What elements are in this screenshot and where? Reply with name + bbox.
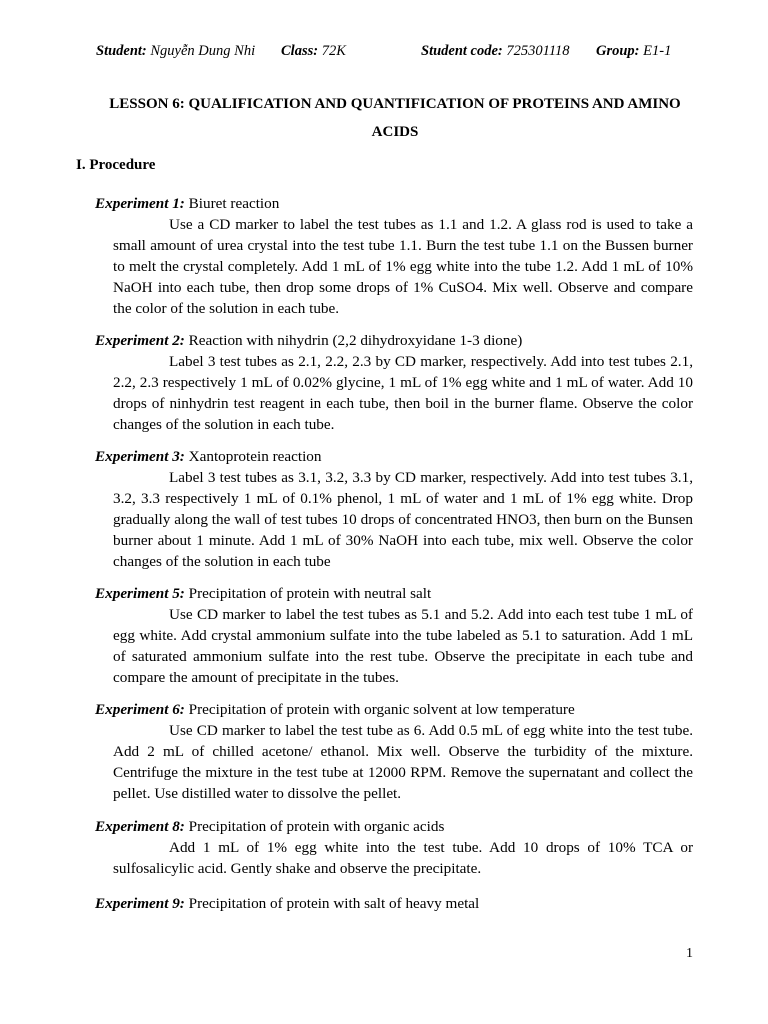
experiment-2 <box>95 330 693 435</box>
experiment-label: Experiment 2: <box>95 332 185 349</box>
experiment-name: Xantoprotein reaction <box>188 448 322 465</box>
experiment-label: Experiment 1: <box>95 195 185 212</box>
class-label: Class: <box>281 43 319 59</box>
experiment-5 <box>95 583 693 688</box>
experiment-label: Experiment 8: <box>95 818 185 835</box>
experiment-body: Label 3 test tubes as 2.1, 2.2, 2.3 by CD marker, respectively. Add into test tubes 2.1, 2.2, 2.3 respectively 1 mL of 0.02% glycine, 1 mL of 1% egg white and 1 mL of water. Add 10 drops of ninhydrin test reagent in each tube, then boil in the burner flame. Observe the color changes of the solution in each tube. <box>113 353 693 433</box>
experiment-8 <box>95 816 693 879</box>
student-label: Student: <box>96 43 147 59</box>
page-number: 1 <box>686 946 693 961</box>
student-info <box>96 43 255 60</box>
student-code-value: 725301118 <box>506 43 570 59</box>
group-info <box>596 43 671 60</box>
experiment-name: Biuret reaction <box>188 195 280 212</box>
experiment-body: Use CD marker to label the test tube as 6. Add 0.5 mL of egg white into the test tube. Add 2 mL of chilled acetone/ ethanol. Mix well. Observe the turbidity of the mixture. Centrifuge the mixture in the test tube at 12000 RPM. Remove the supernatant and collect the pellet. Use distilled water to dissolve the pellet. <box>113 722 693 802</box>
group-value: E1-1 <box>643 43 672 59</box>
group-label: Group: <box>596 43 640 59</box>
page-header <box>0 43 768 63</box>
experiment-1 <box>95 193 693 319</box>
experiment-9 <box>95 893 693 914</box>
experiment-name: Precipitation of protein with salt of heavy metal <box>188 895 480 912</box>
experiment-name: Precipitation of protein with organic acids <box>188 818 445 835</box>
experiment-3 <box>95 446 693 572</box>
student-code-label: Student code: <box>421 43 503 59</box>
section-heading: I. Procedure <box>76 157 156 173</box>
experiment-name: Precipitation of protein with organic solvent at low temperature <box>188 701 575 718</box>
experiment-label: Experiment 6: <box>95 701 185 718</box>
experiment-6 <box>95 699 693 804</box>
lesson-title: LESSON 6: QUALIFICATION AND QUANTIFICATION OF PROTEINS AND AMINO ACIDS <box>109 96 681 140</box>
experiment-label: Experiment 9: <box>95 895 185 912</box>
experiment-body: Label 3 test tubes as 3.1, 3.2, 3.3 by CD marker, respectively. Add into test tubes 3.1, 3.2, 3.3 respectively 1 mL of 0.1% phenol, 1 mL of water and 1 mL of 1% egg white. Drop gradually along the wall of test tubes 10 drops of concentrated HNO3, then burn on the Bunsen burner about 1 minute. Add 1 mL of 30% NaOH into each tube, mix well. Observe the color changes of the solution in each tube <box>113 469 693 570</box>
experiment-body: Use CD marker to label the test tubes as 5.1 and 5.2. Add into each test tube 1 mL of egg white. Add crystal ammonium sulfate into the tube labeled as 5.1 to saturation. Add 1 mL of saturated ammonium sulfate into the rest tube. Observe the precipitate in each tube and compare the amount of precipitate in the tubes. <box>113 606 693 686</box>
experiment-label: Experiment 5: <box>95 585 185 602</box>
experiment-name: Reaction with nihydrin (2,2 dihydroxyidane 1-3 dione) <box>188 332 523 349</box>
class-value: 72K <box>321 43 346 59</box>
experiment-body: Use a CD marker to label the test tubes as 1.1 and 1.2. A glass rod is used to take a small amount of urea crystal into the test tube 1.1. Burn the test tube 1.1 on the Bussen burner to melt the crystal completely. Add 1 mL of 1% egg white into the tube 1.2. Add 1 mL of 10% NaOH into each tube, then drop some drops of 1% CuSO4. Mix well. Observe and compare the color of the solution in each tube. <box>113 216 693 317</box>
experiment-body: Add 1 mL of 1% egg white into the test tube. Add 10 drops of 10% TCA or sulfosalicylic acid. Gently shake and observe the precipitate. <box>113 839 693 877</box>
experiment-name: Precipitation of protein with neutral salt <box>188 585 432 602</box>
student-code-info <box>421 43 570 60</box>
student-name: Nguyễn Dung Nhi <box>150 43 256 59</box>
class-info <box>281 43 346 60</box>
experiment-label: Experiment 3: <box>95 448 185 465</box>
